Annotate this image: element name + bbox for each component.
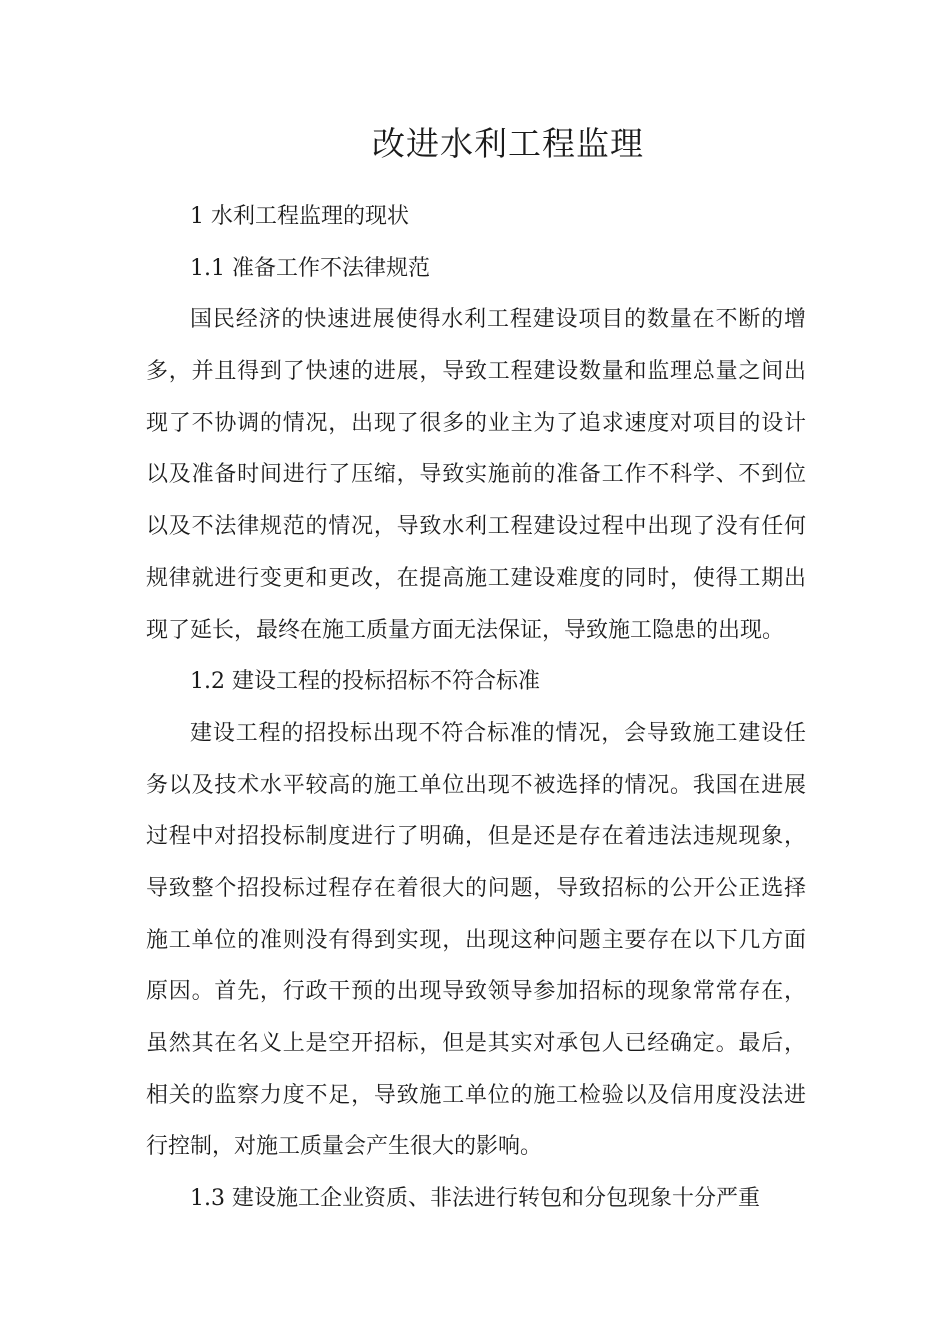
paragraph-line: 相关的监察力度不足，导致施工单位的施工检验以及信用度没法进	[146, 1082, 806, 1108]
paragraph-line: 务以及技术水平较高的施工单位出现不被选择的情况。我国在进展	[146, 772, 806, 798]
paragraph-line: 国民经济的快速进展使得水利工程建设项目的数量在不断的增	[190, 307, 806, 333]
section-heading-1-1: 1.1 准备工作不法律规范	[190, 255, 430, 281]
section-heading-1-3: 1.3 建设施工企业资质、非法进行转包和分包现象十分严重	[190, 1186, 760, 1212]
paragraph-2	[146, 708, 806, 1173]
paragraph-line: 现了不协调的情况，出现了很多的业主为了追求速度对项目的设计	[146, 410, 806, 436]
paragraph-line: 原因。首先，行政干预的出现导致领导参加招标的现象常常存在，	[146, 979, 806, 1005]
paragraph-line: 以及准备时间进行了压缩，导致实施前的准备工作不科学、不到位	[146, 462, 806, 488]
paragraph-line: 导致整个招投标过程存在着很大的问题，导致招标的公开公正选择	[146, 875, 806, 901]
document-body	[146, 191, 806, 1225]
document-title: 改进水利工程监理	[372, 124, 644, 163]
paragraph-line: 虽然其在名义上是空开招标，但是其实对承包人已经确定。最后，	[146, 1031, 806, 1056]
paragraph-line: 规律就进行变更和更改，在提高施工建设难度的同时，使得工期出	[146, 565, 806, 591]
paragraph-1	[146, 294, 806, 656]
paragraph-line: 现了延长，最终在施工质量方面无法保证，导致施工隐患的出现。	[146, 617, 785, 643]
paragraph-line: 多，并且得到了快速的进展，导致工程建设数量和监理总量之间出	[146, 359, 806, 385]
paragraph-line: 过程中对招投标制度进行了明确，但是还是存在着违法违规现象，	[146, 824, 806, 850]
paragraph-line: 建设工程的招投标出现不符合标准的情况，会导致施工建设任	[190, 720, 806, 746]
paragraph-line: 施工单位的准则没有得到实现，出现这种问题主要存在以下几方面	[146, 927, 806, 953]
section-heading-1: 1 水利工程监理的现状	[190, 204, 409, 229]
paragraph-line: 以及不法律规范的情况，导致水利工程建设过程中出现了没有任何	[146, 514, 806, 540]
paragraph-line: 行控制，对施工质量会产生很大的影响。	[146, 1134, 543, 1160]
section-heading-1-2: 1.2 建设工程的投标招标不符合标准	[190, 669, 540, 695]
